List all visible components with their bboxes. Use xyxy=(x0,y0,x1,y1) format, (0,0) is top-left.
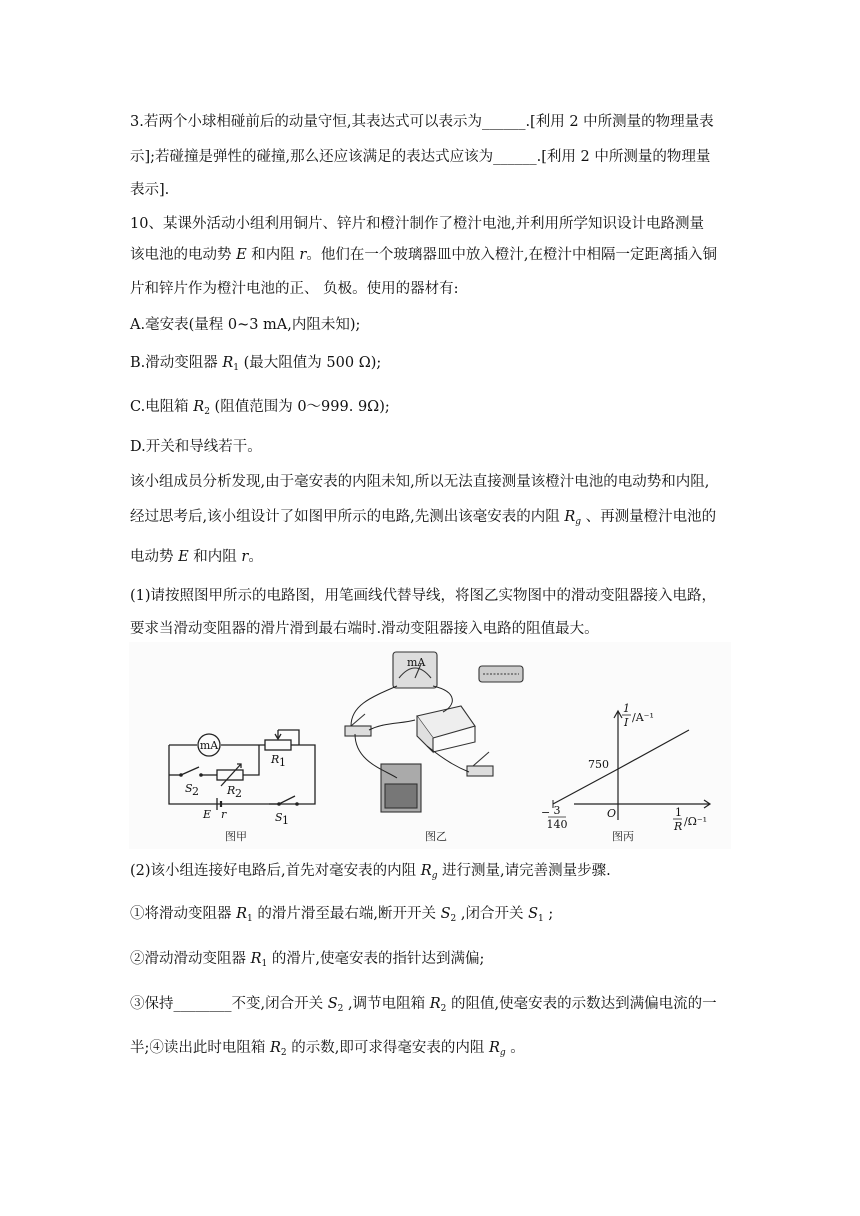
symbol-S: S xyxy=(528,906,539,922)
symbol-R: R xyxy=(429,996,441,1012)
label-R1: R xyxy=(271,753,280,766)
text-span: 该小组成员分析发现,由于毫安表的内阻未知,所以无法直接测量该橙汁电池的电动势和内阻, xyxy=(130,474,710,490)
symbol-R: R xyxy=(250,951,262,967)
label-S2: S xyxy=(185,782,193,795)
subscript: g xyxy=(431,871,438,881)
y-label-denominator: I xyxy=(624,716,629,729)
symbol-R: R xyxy=(488,1040,500,1056)
ammeter-label: mA xyxy=(199,739,219,752)
x-label-unit: /Ω⁻¹ xyxy=(684,815,708,828)
text-span: 表示]. xyxy=(130,182,170,198)
question-3-line-3 xyxy=(130,180,169,200)
text-span: 示];若碰撞是弹性的碰撞,那么还应该满足的表达式应该为______.[利用 2 中所测量的物理量 xyxy=(130,149,711,165)
part-1-line-2 xyxy=(130,619,599,639)
origin-label: O xyxy=(607,807,617,820)
caption-yi: 图乙 xyxy=(425,830,447,843)
symbol-S: S xyxy=(440,906,451,922)
x-intercept-numerator: 3 xyxy=(553,804,561,817)
label-S1: S xyxy=(275,811,283,824)
label-S1-sub: 1 xyxy=(282,814,289,827)
analysis-line-2 xyxy=(130,507,716,532)
label-S2-sub: 2 xyxy=(192,785,199,798)
text-span: ①将滑动变阻器 xyxy=(130,906,237,922)
symbol-r: r xyxy=(299,247,307,263)
text-span: 。他们在一个玻璃器皿中放入橙汁,在橙汁中相隔一定距离插入铜 xyxy=(306,247,717,263)
x-intercept-sign: − xyxy=(541,806,551,819)
subscript: 2 xyxy=(280,1048,287,1058)
label-r: r xyxy=(221,808,227,821)
text-span: 的阻值,使毫安表的示数达到满偏电流的一 xyxy=(446,996,717,1012)
y-label-numerator: 1 xyxy=(623,702,630,715)
caption-jia: 图甲 xyxy=(225,830,247,843)
text-span: 10、某课外活动小组利用铜片、锌片和橙汁制作了橙汁电池,并利用所学知识设计电路测量 xyxy=(130,216,705,232)
option-a xyxy=(130,315,360,335)
part-2-line xyxy=(130,861,611,886)
symbol-R: R xyxy=(564,509,576,525)
question-10-intro-line-3 xyxy=(130,279,459,299)
apparatus-drawing-yi xyxy=(345,652,523,812)
text-span: 和内阻 xyxy=(246,247,300,263)
text-span: 。 xyxy=(248,549,263,565)
text-span: (1)请按照图甲所示的电路图，用笔画线代替导线，将图乙实物图中的滑动变阻器接入电路， xyxy=(130,588,717,604)
text-span: ,闭合开关 xyxy=(456,906,529,922)
subscript: 2 xyxy=(204,407,210,417)
y-label-unit: /A⁻¹ xyxy=(632,711,654,724)
subscript: g xyxy=(575,517,582,527)
text-span: ②滑动滑动变阻器 xyxy=(130,951,251,967)
circuit-figure xyxy=(129,642,731,849)
question-3-line-2 xyxy=(130,147,710,167)
text-span: 进行测量,请完善测量步骤. xyxy=(437,863,611,879)
text-span: (最大阻值为 500 Ω); xyxy=(239,355,382,371)
text-span: C.电阻箱 xyxy=(130,399,194,415)
text-span: B.滑动变阻器 xyxy=(130,355,223,371)
circuit-diagram-jia xyxy=(169,730,315,810)
subscript: 2 xyxy=(440,1004,447,1014)
step-3 xyxy=(130,994,717,1019)
subscript: 2 xyxy=(337,1004,344,1014)
text-span: 的滑片滑至最右端,断开开关 xyxy=(252,906,441,922)
label-R2: R xyxy=(227,784,236,797)
text-span: 的滑片,使毫安表的指针达到满偏; xyxy=(267,951,485,967)
text-span: 半;④读出此时电阻箱 xyxy=(130,1040,270,1056)
symbol-R: R xyxy=(236,906,248,922)
question-10-intro-line-1 xyxy=(130,214,704,234)
option-b xyxy=(130,353,381,378)
subscript: 1 xyxy=(247,914,253,924)
text-span: 和内阻 xyxy=(188,549,242,565)
symbol-R: R xyxy=(420,863,432,879)
text-span: ,调节电阻箱 xyxy=(343,996,430,1012)
text-span: (2)该小组连接好电路后,首先对毫安表的内阻 xyxy=(130,863,421,879)
analysis-line-1 xyxy=(130,472,709,492)
caption-bing: 图丙 xyxy=(612,830,634,843)
text-span: 。 xyxy=(505,1040,525,1056)
y-intercept-label: 750 xyxy=(588,758,609,771)
text-span: 该电池的电动势 xyxy=(130,247,237,263)
subscript: 2 xyxy=(450,914,457,924)
text-span: 3.若两个小球相碰前后的动量守恒,其表达式可以表示为______.[利用 2 中所测量的物理量表 xyxy=(130,114,714,130)
text-span: D.开关和导线若干。 xyxy=(130,439,262,455)
option-c xyxy=(130,397,390,422)
x-label-denominator: R xyxy=(674,820,683,833)
part-1-line-1 xyxy=(130,586,716,606)
label-R1-sub: 1 xyxy=(279,756,286,769)
text-span: 电动势 xyxy=(130,549,179,565)
label-E: E xyxy=(203,808,212,821)
symbol-R: R xyxy=(270,1040,281,1056)
option-d xyxy=(130,437,262,457)
analysis-line-3 xyxy=(130,547,263,567)
symbol-E: E xyxy=(236,247,247,263)
subscript: 1 xyxy=(538,914,544,924)
text-span: 经过思考后,该小组设计了如图甲所示的电路,先测出该毫安表的内阻 xyxy=(130,509,565,525)
question-3-line-1 xyxy=(130,112,714,132)
x-intercept-denominator: 140 xyxy=(546,818,568,831)
symbol-r: r xyxy=(241,549,249,565)
x-label-numerator: 1 xyxy=(675,806,682,819)
text-span: 片和锌片作为橙汁电池的正、 负极。使用的器材有: xyxy=(130,281,459,297)
symbol-R: R xyxy=(193,399,205,415)
subscript: 1 xyxy=(233,363,240,373)
text-span: ③保持________不变,闭合开关 xyxy=(130,996,328,1012)
subscript: 1 xyxy=(261,959,268,969)
step-4 xyxy=(130,1038,525,1063)
step-2 xyxy=(130,949,484,974)
symbol-S: S xyxy=(327,996,338,1012)
text-span: (阻值范围为 0～999. 9Ω); xyxy=(209,399,390,415)
step-1 xyxy=(130,904,553,929)
text-span: A.毫安表(量程 0~3 mA,内阻未知); xyxy=(130,317,361,333)
symbol-R: R xyxy=(222,355,234,371)
text-span: 、再测量橙汁电池的 xyxy=(581,509,717,525)
graph-bing xyxy=(553,711,710,820)
text-span: 要求当滑动变阻器的滑片滑到最右端时.滑动变阻器接入电路的阻值最大。 xyxy=(130,621,599,637)
data-line xyxy=(553,730,689,804)
ammeter-symbol xyxy=(198,734,220,756)
label-R2-sub: 2 xyxy=(235,787,242,800)
symbol-E: E xyxy=(178,549,189,565)
text-span: ; xyxy=(543,906,554,922)
subscript: g xyxy=(499,1048,506,1058)
question-10-intro-line-2 xyxy=(130,245,717,265)
meter-label-yi: mA xyxy=(407,656,426,669)
text-span: 的示数,即可求得毫安表的内阻 xyxy=(286,1040,489,1056)
